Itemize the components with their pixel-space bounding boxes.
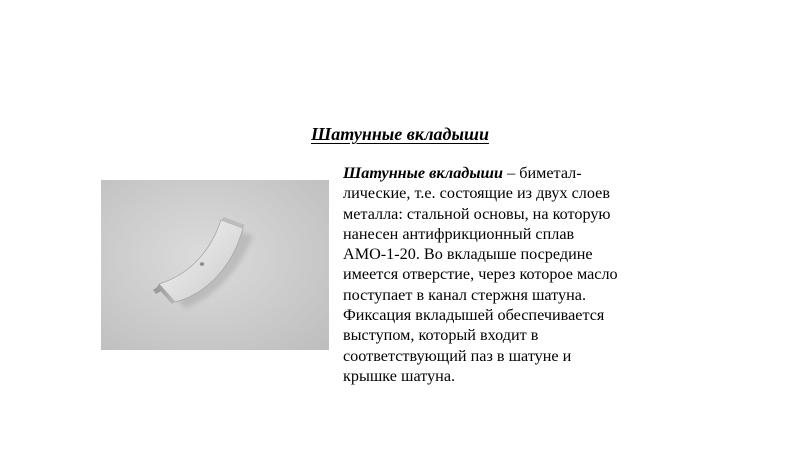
body-line: имеется отверстие, через которое масло [343,265,618,284]
body-line: выступом, который входит в [343,326,539,345]
body-line: поступает в канал стержня шатуна. [343,285,587,304]
slide-title-text: Шатунные вкладыши [311,124,489,144]
body-line: крышке шатуна. [343,366,456,385]
body-line: лические, т.е. состоящие из двух слоев [343,184,611,203]
body-line: АМО-1-20. Во вкладыше посредине [343,245,593,264]
body-line-1 [343,163,688,183]
body-line: соответствующий паз в шатуне и [343,346,572,365]
body-line: нанесен антифрикционный сплав [343,224,575,243]
body-line: металла: стальной основы, на которую [343,204,611,223]
bearing-shell-photo [101,180,329,350]
bearing-shell-icon [101,180,329,350]
body-line: Фиксация вкладышей обеспечивается [343,306,605,325]
slide-title [0,124,800,145]
body-text [343,163,688,386]
body-lead-term: Шатунные вкладыши [343,164,504,182]
body-line-1-rest: – биметал- [503,164,582,182]
